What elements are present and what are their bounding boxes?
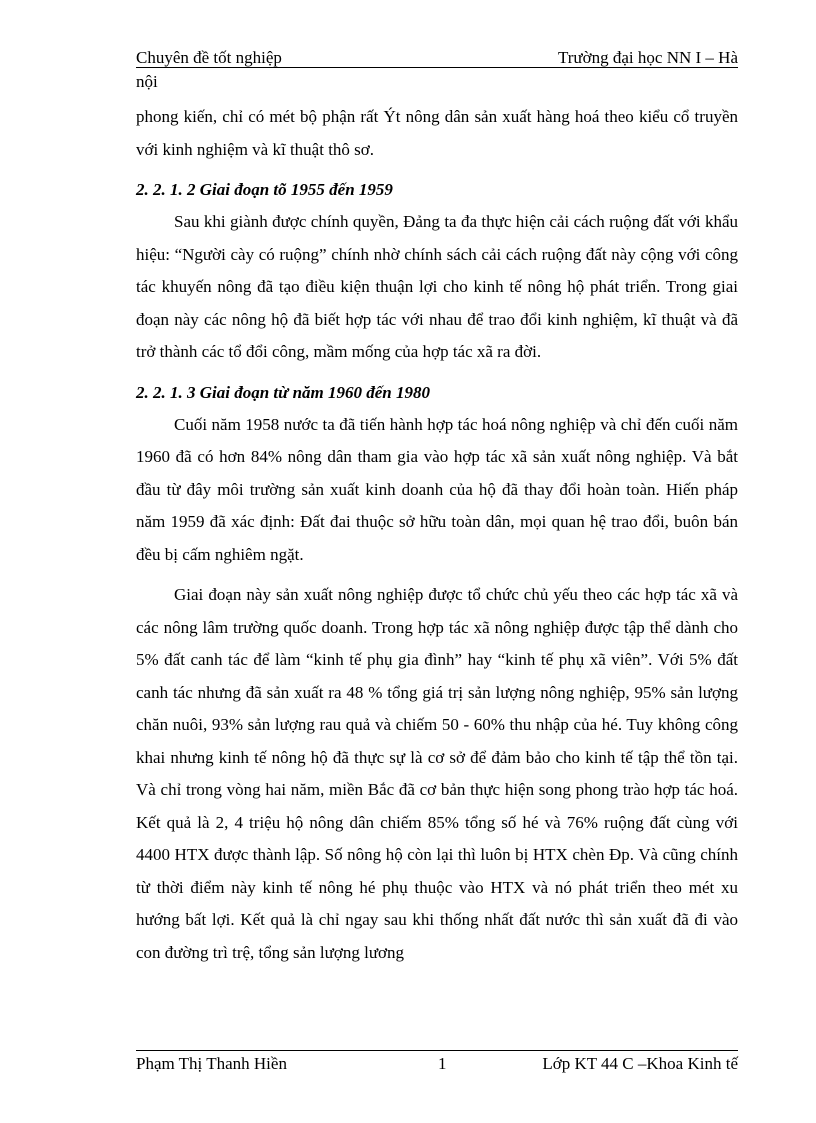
paragraph-cooperatives: Cuối năm 1958 nước ta đã tiến hành hợp tác hoá nông nghiệp và chỉ đến cuối năm 1960 đã có hơn 84% nông dân tham gia vào hợp tác xã sản xuất nông nghiệp. Và bắt đầu từ đây môi trường sản xuất kinh doanh của hộ đã thay đổi hoàn toàn. Hiến pháp năm 1959 đã xác định: Đất đai thuộc sở hữu toàn dân, mọi quan hệ trao đổi, buôn bán đều bị cấm nghiêm ngặt. — [136, 414, 738, 564]
paragraph-intro: phong kiến, chỉ có mét bộ phận rất Ýt nông dân sản xuất hàng hoá theo kiểu cổ truyền với kinh nghiệm và kĩ thuật thô sơ. — [136, 107, 738, 159]
footer-author: Phạm Thị Thanh Hiền — [136, 1054, 287, 1073]
footer-rule — [136, 1050, 738, 1051]
page-number: 1 — [438, 1054, 447, 1073]
header-title-left: Chuyên đề tốt nghiệp — [136, 48, 282, 67]
paragraph-land-reform: Sau khi giành được chính quyền, Đảng ta đa thực hiện cải cách ruộng đất với khẩu hiệu: “Người cày có ruộng” chính nhờ chính sách cải cách ruộng đất này cộng với công tác khuyến nông đã tạo điều kiện thuận lợi cho kinh tế nông hộ phát triển. Trong giai đoạn này các nông hộ đã biết hợp tác với nhau để trao đổi kinh nghiệm, kĩ thuật và đã trở thành các tổ đổi công, mầm mống của hợp tác xã ra đời. — [136, 212, 738, 361]
header-title-right-continued: nội — [136, 72, 158, 91]
page-header — [136, 48, 738, 70]
section-heading-1955: 2. 2. 1. 2 Giai đoạn tõ 1955 đến 1959 — [136, 180, 393, 199]
paragraph-collective-period: Giai đoạn này sản xuất nông nghiệp được tổ chức chủ yếu theo các hợp tác xã và các nông lâm trường quốc doanh. Trong hợp tác xã nông nghiệp được tập thể dành cho 5% đất canh tác để làm “kinh tế phụ gia đình” hay “kinh tế phụ xã viên”. Với 5% đất canh tác nhưng đã sản xuất ra 48 % tổng giá trị sản lượng nông nghiệp, 95% sản lượng chăn nuôi, 93% sản lượng rau quả và chiếm 50 - 60% thu nhập của hé. Tuy không công khai nhưng kinh tế nông hộ đã thực sự là cơ sở để đảm bảo cho kinh tế tập thể tồn tại. Và chỉ trong vòng hai năm, miền Bắc đã cơ bản thực hiện song phong trào hợp tác hoá. Kết quả là 2, 4 triệu hộ nông dân chiếm 85% tổng số hé và 76% ruộng đất cùng với 4400 HTX được thành lập. Số nông hộ còn lại thì luôn bị HTX chèn Ðp. Và cũng chính từ thời điểm này kinh tế nông hé phụ thuộc vào HTX và nó phát triển theo mét xu hướng bất lợi. Kết quả là chỉ ngay sau khi thống nhất đất nước thì sản xuất đã đi vào con đường trì trệ, tổng sản lượng lương — [136, 585, 738, 962]
header-rule — [136, 67, 738, 68]
header-title-right: Trường đại học NN I – Hà — [557, 48, 738, 67]
footer-class: Lớp KT 44 C –Khoa Kinh tế — [542, 1054, 738, 1073]
document-body — [136, 101, 738, 969]
section-heading-1960: 2. 2. 1. 3 Giai đoạn từ năm 1960 đến 1980 — [136, 382, 431, 402]
page-footer — [136, 1050, 738, 1074]
